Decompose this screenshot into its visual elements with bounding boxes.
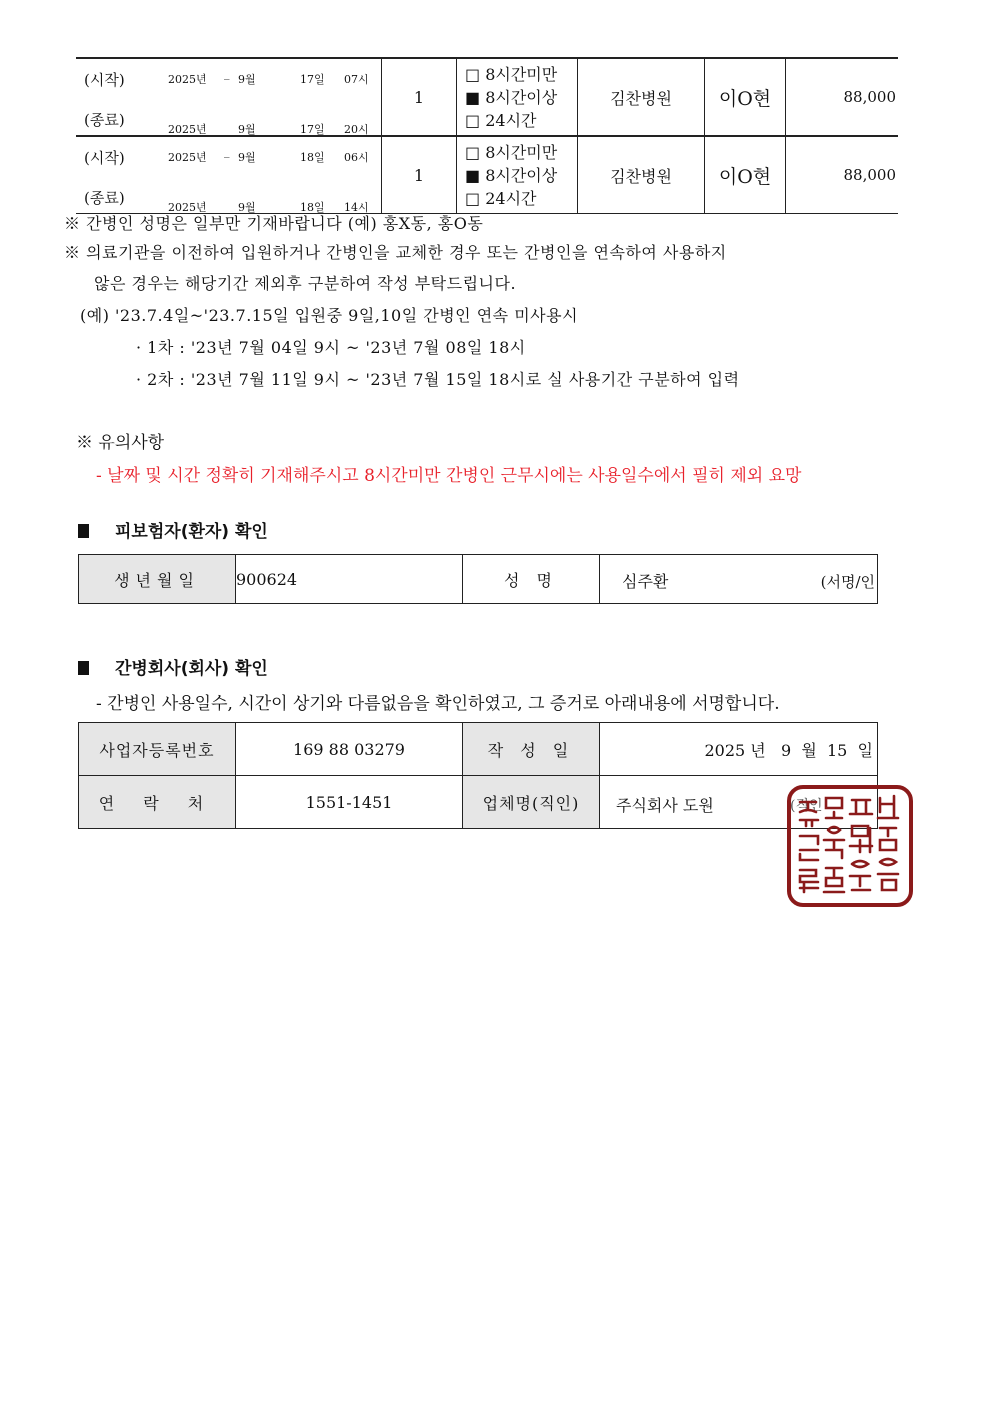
biz-no-label: 사업자등록번호 (79, 723, 236, 776)
sign-label: (서명/인 (820, 573, 875, 591)
amount-cell[interactable]: 88,000 (786, 58, 899, 136)
start-hour: 07시 (344, 73, 369, 86)
option-over-8h[interactable]: ■ 8시간이상 (465, 165, 558, 185)
amount-cell[interactable]: 88,000 (786, 136, 899, 214)
end-hour: 14시 (344, 201, 369, 214)
hospital-cell[interactable]: 김찬병원 (578, 58, 705, 136)
days-cell[interactable]: 1 (382, 136, 457, 214)
option-24h[interactable]: □ 24시간 (465, 110, 537, 130)
caution-title: ※ 유의사항 (76, 433, 165, 453)
note-example-1: · 1차 : '23년 7월 04일 9시 ~ '23년 7월 08일 18시 (136, 338, 526, 357)
end-day: 17일 (300, 123, 325, 136)
start-day: 18일 (300, 151, 325, 164)
caution-body: - 날짜 및 시간 정확히 기재해주시고 8시간미만 간병인 근무시에는 사용일수에서 필히 제외 요망 (96, 466, 802, 486)
seal-mark: (직인 (790, 798, 823, 814)
start-label: (시작) (84, 149, 125, 167)
usage-row (76, 58, 898, 136)
start-year: 2025년 (168, 151, 207, 164)
note-example-2: · 2차 : '23년 7월 11일 9시 ~ '23년 7월 15일 18시로 실 사용기간 구분하여 입력 (136, 370, 740, 389)
days-cell[interactable]: 1 (382, 58, 457, 136)
note-1: ※ 간병인 성명은 일부만 기재바랍니다 (예) 홍X동, 홍O동 (64, 214, 484, 233)
end-year: 2025년 (168, 123, 207, 136)
end-hour: 20시 (344, 123, 369, 136)
start-month-blank: _ (224, 67, 230, 80)
dob-value[interactable]: 900624 (236, 555, 463, 604)
usage-row (76, 136, 898, 214)
written-date[interactable]: 2025 년 9 월 15 일 (600, 723, 878, 776)
dob-label: 생년월일 (79, 555, 236, 604)
contact-label: 연 락 처 (79, 776, 236, 829)
start-day: 17일 (300, 73, 325, 86)
usage-table (76, 57, 898, 214)
name-cell[interactable] (600, 555, 878, 604)
period-cell[interactable] (76, 58, 382, 136)
company-statement: - 간병인 사용일수, 시간이 상기와 다름없음을 확인하였고, 그 증거로 아래내용에 서명합니다. (96, 694, 780, 714)
end-day: 18일 (300, 201, 325, 214)
start-month: 9월 (238, 151, 256, 164)
hospital-cell[interactable]: 김찬병원 (578, 136, 705, 214)
name-label: 성 명 (463, 555, 600, 604)
start-month-blank: _ (224, 145, 230, 158)
end-label: (종료) (84, 111, 125, 129)
start-label: (시작) (84, 71, 125, 89)
company-table (78, 722, 878, 829)
company-name: 주식회사 도원 (616, 796, 714, 815)
option-under-8h[interactable]: □ 8시간미만 (465, 142, 558, 162)
option-under-8h[interactable]: □ 8시간미만 (465, 64, 558, 84)
date-label: 작 성 일 (463, 723, 600, 776)
company-name-label: 업체명(직인) (463, 776, 600, 829)
patient-section-title: 피보험자(환자) 확인 (78, 517, 268, 542)
square-bullet-icon (78, 524, 89, 538)
end-label: (종료) (84, 189, 125, 207)
patient-name: 심주환 (622, 572, 669, 591)
caregiver-cell[interactable]: 이O현 (705, 58, 786, 136)
company-section-title: 간병회사(회사) 확인 (78, 654, 268, 679)
note-example: (예) '23.7.4일~'23.7.15일 입원중 9일,10일 간병인 연속 미사용시 (80, 306, 579, 325)
contact-value[interactable]: 1551-1451 (236, 776, 463, 829)
duration-options[interactable] (457, 58, 578, 136)
option-over-8h[interactable]: ■ 8시간이상 (465, 87, 558, 107)
note-3: 않은 경우는 해당기간 제외후 구분하여 작성 부탁드립니다. (94, 274, 517, 293)
duration-options[interactable] (457, 136, 578, 214)
company-seal (786, 784, 914, 908)
period-cell[interactable] (76, 136, 382, 214)
end-month: 9월 (238, 201, 256, 214)
caregiver-cell[interactable]: 이O현 (705, 136, 786, 214)
patient-table (78, 554, 878, 604)
end-month: 9월 (238, 123, 256, 136)
start-hour: 06시 (344, 151, 369, 164)
start-year: 2025년 (168, 73, 207, 86)
option-24h[interactable]: □ 24시간 (465, 188, 537, 208)
biz-no-value[interactable]: 169 88 03279 (236, 723, 463, 776)
start-month: 9월 (238, 73, 256, 86)
square-bullet-icon (78, 661, 89, 675)
end-year: 2025년 (168, 201, 207, 214)
note-2: ※ 의료기관을 이전하여 입원하거나 간병인을 교체한 경우 또는 간병인을 연속하여 사용하지 (64, 243, 727, 262)
